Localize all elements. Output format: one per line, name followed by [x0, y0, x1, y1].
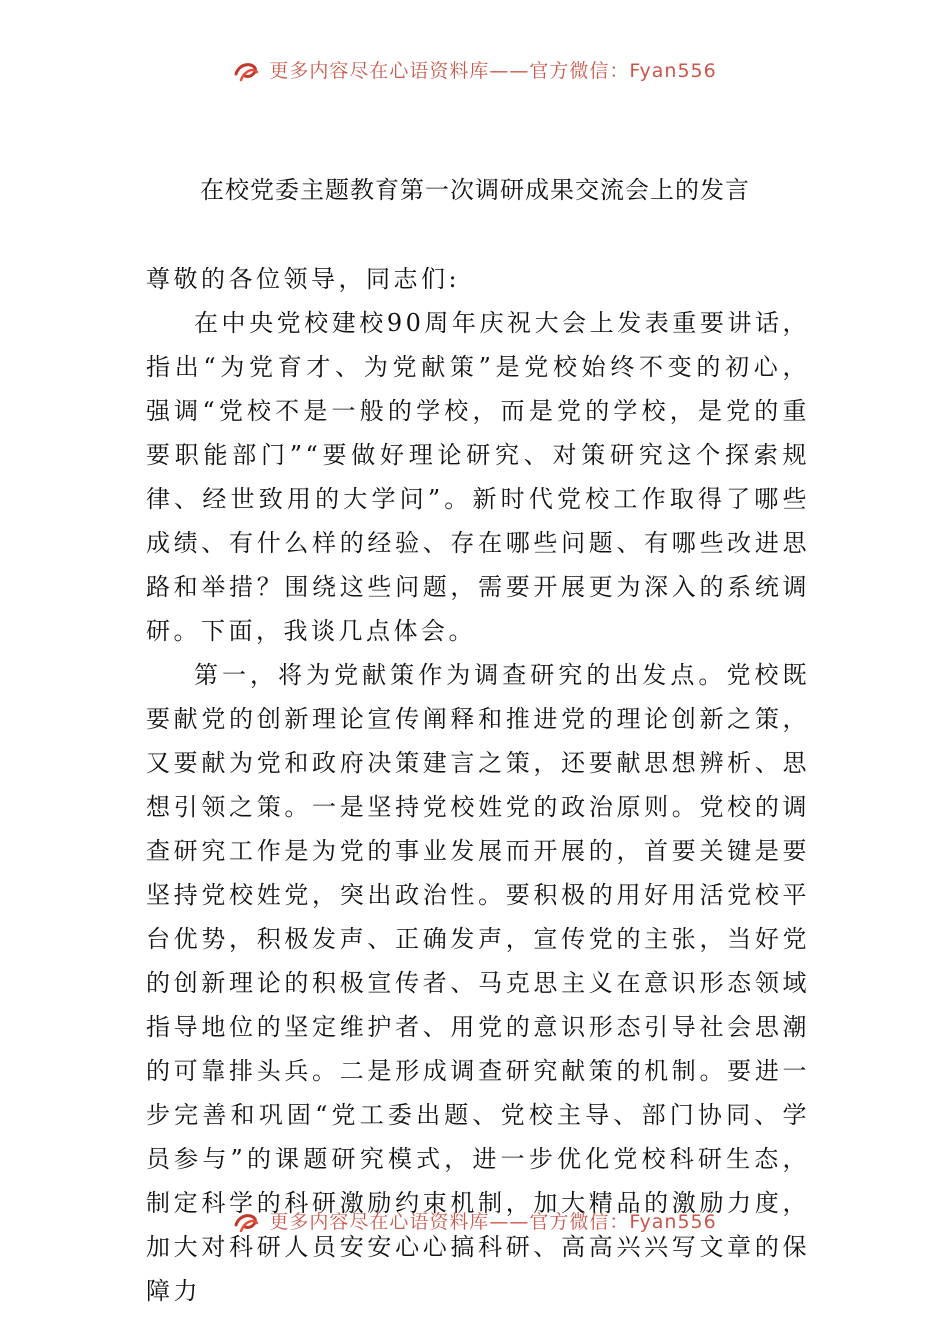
header-watermark	[0, 55, 950, 85]
watermark-text: 更多内容尽在心语资料库——官方微信：Fyan556	[269, 1210, 717, 1233]
logo-swirl-icon	[233, 60, 259, 82]
document-title: 在校党委主题教育第一次调研成果交流会上的发言	[200, 176, 750, 204]
watermark-text: 更多内容尽在心语资料库——官方微信：Fyan556	[269, 59, 717, 82]
footer-watermark	[0, 1206, 950, 1236]
greeting-line: 尊敬的各位领导，同志们:	[146, 265, 461, 293]
paragraph-intro: 在中央党校建校90周年庆祝大会上发表重要讲话，指出“为党育才、为党献策”是党校始终不变的初心，强调“党校不是一般的学校，而是党的学校，是党的重要职能部门”“要做好理论研究、对策研究这个探索规律、经世致用的大学问”。新时代党校工作取得了哪些成绩、有什么样的经验、存在哪些问题、有哪些改进思路和举措？围绕这些问题，需要开展更为深入的系统调研。下面，我谈几点体会。	[146, 309, 810, 645]
logo-swirl-icon	[233, 1211, 259, 1233]
document-body	[146, 257, 810, 1313]
paragraph-first-point: 第一，将为党献策作为调查研究的出发点。党校既要献党的创新理论宣传阐释和推进党的理论创新之策，又要献为党和政府决策建言之策，还要献思想辨析、思想引领之策。一是坚持党校姓党的政治原则。党校的调查研究工作是为党的事业发展而开展的，首要关键是要坚持党校姓党，突出政治性。要积极的用好用活党校平台优势，积极发声、正确发声，宣传党的主张，当好党的创新理论的积极宣传者、马克思主义在意识形态领域指导地位的坚定维护者、用党的意识形态引导社会思潮的可靠排头兵。二是形成调查研究献策的机制。要进一步完善和巩固“党工委出题、党校主导、部门协同、学员参与”的课题研究模式，进一步优化党校科研生态，制定科学的科研激励约束机制，加大精品的激励力度，加大对科研人员安安心心搞科研、高高兴兴写文章的保障力	[146, 661, 810, 1305]
